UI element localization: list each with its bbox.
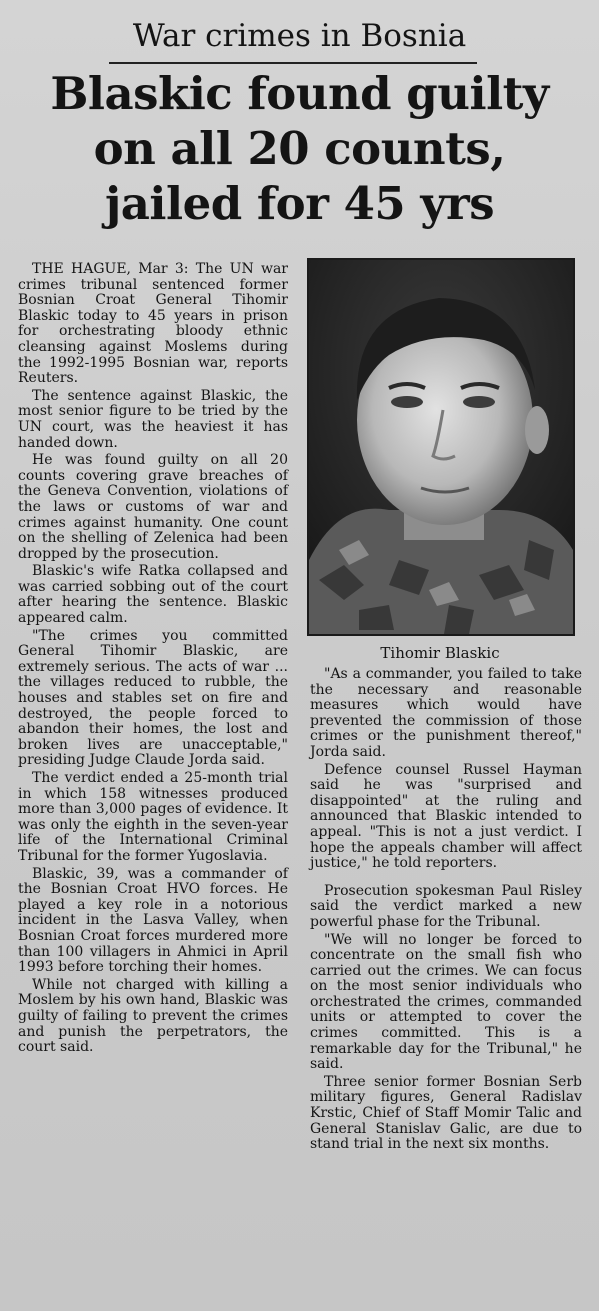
- photo-caption: Tihomir Blaskic: [380, 644, 500, 662]
- paragraph: Blaskic's wife Ratka collapsed and was carried sobbing out of the court after hearing the sentence. Blaskic appeared calm.: [18, 563, 288, 627]
- paragraph: Three senior former Bosnian Serb military figures, General Radislav Krstic, Chief of Staff Momir Talic and General Stanislav Galic, are due to stand trial in the next six months.: [310, 1073, 582, 1153]
- paragraph: While not charged with killing a Moslem by his own hand, Blaskic was guilty of failing to prevent the crimes and punish the perpetrators, the court said.: [18, 976, 288, 1056]
- paragraph: THE HAGUE, Mar 3: The UN war crimes tribunal sentenced former Bosnian Croat General Tihomir Blaskic today to 45 years in prison for orchestrating bloody ethnic cleansing against Moslems during the 1992-1995 Bosnian war, reports Reuters.: [18, 261, 288, 387]
- kicker-underline: [109, 62, 477, 64]
- paragraph: He was found guilty on all 20 counts covering grave breaches of the Geneva Convention, violations of the laws or customs of war and crimes against humanity. One count on the shelling of Zelenica had been dropped by the prosecution.: [18, 452, 288, 562]
- headline-line-3: jailed for 45 yrs: [104, 177, 495, 230]
- headline-line-2: on all 20 counts,: [93, 122, 506, 175]
- section-kicker: War crimes in Bosnia: [132, 18, 467, 54]
- body-column-right: [310, 667, 582, 1155]
- headline: [0, 66, 599, 231]
- paragraph: Blaskic, 39, was a commander of the Bosnian Croat HVO forces. He played a key role in a notorious incident in the Lasva Valley, when Bosnian Croat forces murdered more than 100 villagers in Ahmici in April 1993 before torching their homes.: [18, 865, 288, 976]
- paragraph: Prosecution spokesman Paul Risley said the verdict marked a new powerful phase for the Tribunal.: [310, 882, 582, 930]
- paragraph: "The crimes you committed General Tihomir Blaskic, are extremely serious. The acts of war ... the villages reduced to rubble, the houses and stables set on fire and destroyed, the people forced to abandon their homes, the lost and broken lives are unacceptable," presiding Judge Claude Jorda said.: [18, 627, 288, 769]
- headline-line-1: Blaskic found guilty: [50, 67, 549, 120]
- paragraph: "We will no longer be forced to concentrate on the small fish who carried out the crimes. We can focus on the most senior individuals who orchestrated the crimes, commanded units or attempted to cover the crimes committed. This is a remarkable day for the Tribunal," he said.: [310, 931, 582, 1073]
- paragraph: "As a commander, you failed to take the necessary and reasonable measures which would have prevented the commission of those crimes or the punishment thereof," Jorda said.: [310, 666, 582, 760]
- portrait-photo: [307, 258, 575, 636]
- body-column-left: [18, 262, 288, 1058]
- paragraph: The verdict ended a 25-month trial in which 158 witnesses produced more than 3,000 pages of evidence. It was only the eighth in the seven-year life of the International Criminal Tribunal for the former Yugoslavia.: [18, 770, 288, 864]
- portrait-illustration: [309, 260, 573, 634]
- paragraph: The sentence against Blaskic, the most senior figure to be tried by the UN court, was the heaviest it has handed down.: [18, 387, 288, 451]
- paragraph: Defence counsel Russel Hayman said he was "surprised and disappointed" at the ruling and announced that Blaskic intended to appeal. "This is not a just verdict. I hope the appeals chamber will affect justice," he told reporters.: [310, 761, 582, 872]
